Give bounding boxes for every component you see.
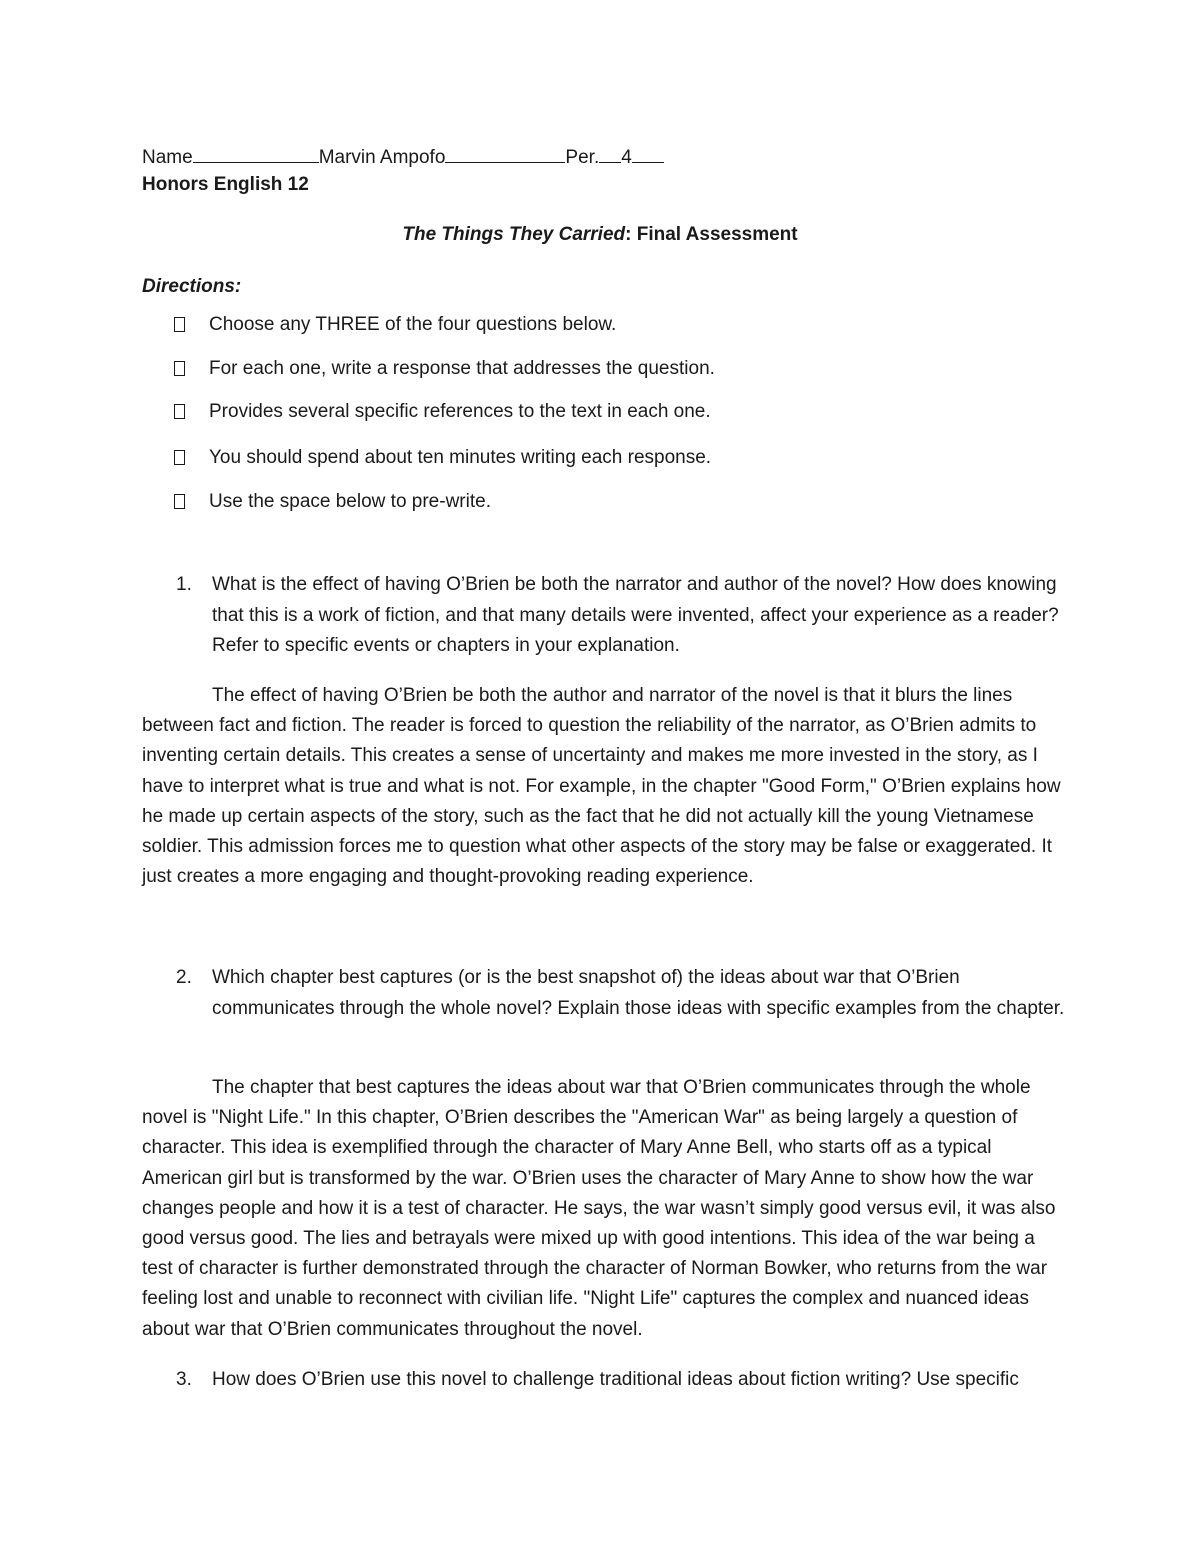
question-number: 3. (176, 1369, 192, 1390)
period-lead-blank (599, 142, 621, 163)
direction-item (174, 354, 715, 384)
course-title: Honors English 12 (142, 174, 309, 195)
period-trailing-blank (632, 142, 664, 163)
question-text: How does O’Brien use this novel to challenge traditional ideas about fiction writing? Use specific (212, 1369, 1019, 1390)
direction-text: Choose any THREE of the four questions below. (209, 314, 617, 335)
name-label: Name (142, 147, 193, 168)
question-text: Which chapter best captures (or is the best snapshot of) the ideas about war that O’Brien communicates through the whole novel? Explain those ideas with specific examples from the chapter. (212, 967, 1065, 1019)
book-title: The Things They Carried (402, 224, 626, 245)
period-value: 4 (621, 147, 632, 168)
name-line (142, 142, 664, 173)
checkbox-icon (174, 404, 185, 419)
direction-item (174, 397, 711, 427)
direction-item (174, 487, 491, 517)
directions-label: Directions: (142, 276, 242, 297)
direction-text: For each one, write a response that addresses the question. (209, 358, 715, 379)
checkbox-icon (174, 361, 185, 376)
assessment-title (0, 220, 1200, 250)
question-number: 1. (176, 574, 192, 595)
answer-paragraph: The effect of having O’Brien be both the author and narrator of the novel is that it blurs the lines between fact and fiction. The reader is forced to question the reliability of the narrator, as O’Brien admits to inventing certain details. This creates a sense of uncertainty and makes me more invested in the story, as I have to interpret what is true and what is not. For example, in the chapter "Good Form," O’Brien explains how he made up certain aspects of the story, such as the fact that he did not actually kill the young Vietnamese soldier. This admission forces me to question what other aspects of the story may be false or exaggerated. It just creates a more engaging and thought-provoking reading experience. (142, 685, 1061, 888)
name-blank (193, 142, 319, 163)
direction-text: You should spend about ten minutes writing each response. (209, 447, 712, 468)
student-name: Marvin Ampofo (318, 147, 446, 168)
period-label: Per. (565, 147, 600, 168)
checkbox-icon (174, 317, 185, 332)
direction-item (174, 443, 711, 473)
title-suffix: : Final Assessment (625, 224, 798, 245)
question-text: What is the effect of having O’Brien be both the narrator and author of the novel? How does knowing that this is a work of fiction, and that many details were invented, affect your experience as a reader? Refer to specific events or chapters in your explanation. (212, 574, 1059, 656)
checkbox-icon (174, 494, 185, 509)
direction-text: Provides several specific references to the text in each one. (209, 401, 711, 422)
answer-paragraph: The chapter that best captures the ideas about war that O’Brien communicates through the whole novel is "Night Life." In this chapter, O’Brien describes the "American War" as being largely a question of character. This idea is exemplified through the character of Mary Anne Bell, who starts off as a typical American girl but is transformed by the war. O’Brien uses the character of Mary Anne to show how the war changes people and how it is a test of character. He says, the war wasn’t simply good versus evil, it was also good versus good. The lies and betrayals were mixed up with good intentions. This idea of the war being a test of character is further demonstrated through the character of Norman Bowker, who returns from the war feeling lost and unable to reconnect with civilian life. "Night Life" captures the complex and nuanced ideas about war that O’Brien communicates throughout the novel. (142, 1077, 1056, 1340)
direction-text: Use the space below to pre-write. (209, 491, 491, 512)
name-trailing-blank (445, 142, 565, 163)
question-number: 2. (176, 967, 192, 988)
checkbox-icon (174, 450, 185, 465)
direction-item (174, 310, 616, 340)
